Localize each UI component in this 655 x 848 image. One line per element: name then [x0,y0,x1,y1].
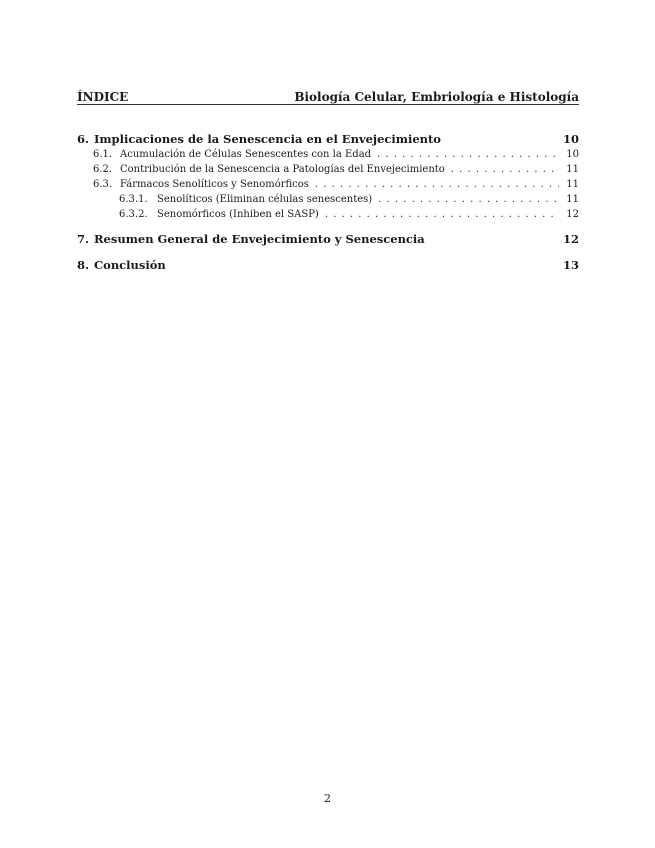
toc-entry-number: 6.2. [93,164,113,175]
toc-entry-number: 8. [77,258,90,272]
toc-entry-title: Senomórficos (Inhiben el SASP) [157,209,319,220]
toc-entry-page: 10 [562,132,579,146]
toc-entry-section-6-2[interactable] [77,162,579,177]
toc-entry-title: Acumulación de Células Senescentes con la Edad [120,149,372,160]
toc-entry-number: 6.3.1. [119,194,148,205]
toc-entry-section-6-3-1[interactable] [77,192,579,207]
toc-entry-number: 7. [77,232,90,246]
toc-dot-leader [325,207,559,222]
toc-entry-section-6-3-2[interactable] [77,207,579,222]
toc-entry-page: 12 [562,232,579,246]
toc-entry-title: Senolíticos (Eliminan células senescentes) [157,194,373,205]
toc-dot-leader [378,192,559,207]
toc-dot-leader [315,177,559,192]
toc-entry-title: Contribución de la Senescencia a Patologías del Envejecimiento [120,164,445,175]
running-header [77,88,579,104]
toc-entry-page: 11 [566,164,579,175]
toc-entry-section-8[interactable] [77,257,579,273]
toc-entry-number: 6.1. [93,149,113,160]
toc-entry-page: 12 [566,209,579,220]
header-course-title: Biología Celular, Embriología e Histología [294,90,579,104]
toc-entry-page: 11 [566,194,579,205]
header-section-title: ÍNDICE [77,90,129,104]
toc-entry-title: Resumen General de Envejecimiento y Senescencia [94,232,425,246]
header-rule [77,104,579,105]
toc-entry-number: 6.3. [93,179,113,190]
toc-entry-section-7[interactable] [77,231,579,247]
toc-entry-title: Conclusión [94,258,166,272]
toc-entry-section-6-1[interactable] [77,147,579,162]
toc-entry-title: Implicaciones de la Senescencia en el Envejecimiento [94,132,441,146]
toc-entry-title: Fármacos Senolíticos y Senomórficos [120,179,309,190]
toc-entry-section-6[interactable] [77,131,579,147]
toc-entry-page: 13 [562,258,579,272]
toc-dot-leader [451,162,559,177]
toc-entry-number: 6. [77,132,90,146]
table-of-contents [77,131,579,273]
toc-entry-page: 10 [566,149,579,160]
page-number: 2 [324,792,331,805]
toc-entry-number: 6.3.2. [119,209,148,220]
toc-entry-section-6-3[interactable] [77,177,579,192]
toc-dot-leader [377,147,559,162]
toc-entry-page: 11 [566,179,579,190]
